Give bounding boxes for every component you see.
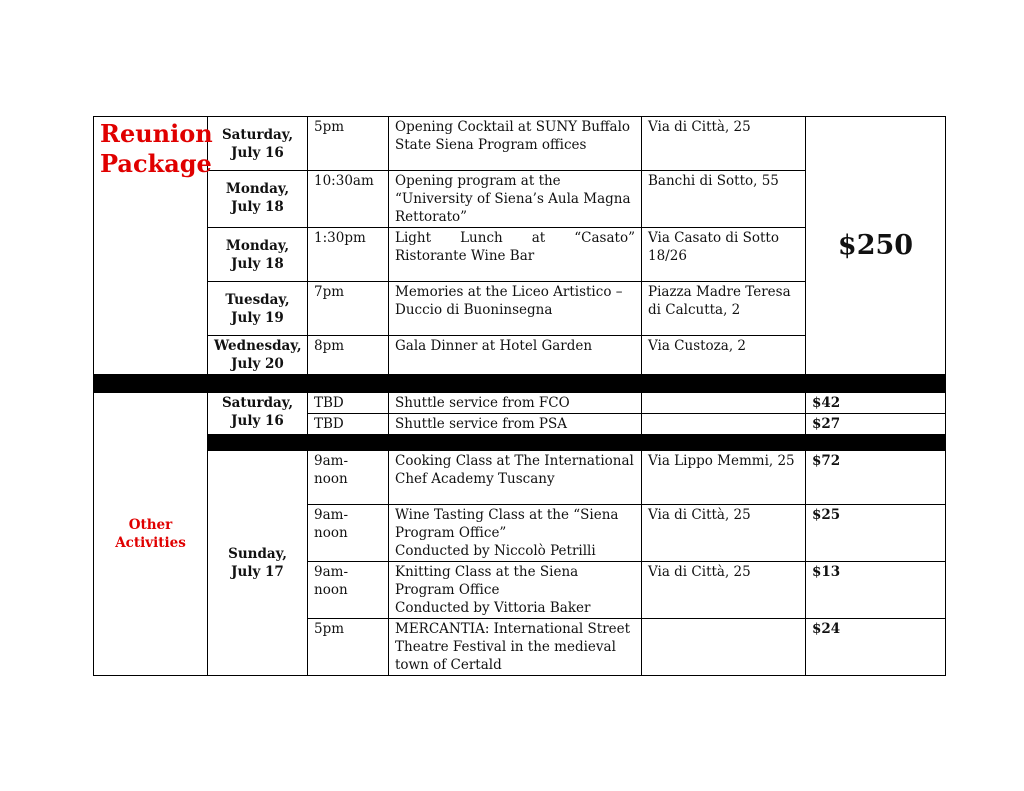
time-cell: TBD (308, 393, 389, 414)
day-cell (208, 336, 308, 375)
date-text: July 18 (231, 199, 284, 215)
event-text: MERCANTIA: International Street Theatre Festival in the medieval town of Certald (395, 621, 631, 673)
event-cell (389, 451, 642, 505)
other-activities-title (94, 393, 208, 676)
date-text: July 20 (231, 356, 284, 372)
event-cell: Gala Dinner at Hotel Garden (389, 336, 642, 375)
price-cell: $42 (806, 393, 946, 414)
location-cell: Via Custoza, 2 (642, 336, 806, 375)
location-cell: Via di Città, 25 (642, 505, 806, 562)
title-line: Activities (115, 535, 186, 551)
event-cell (389, 505, 642, 562)
day-text: Monday, (225, 181, 290, 197)
day-text: Saturday, (221, 127, 294, 143)
title-line: Reunion (100, 119, 213, 148)
day-cell (208, 282, 308, 336)
time-text: 9am- (314, 564, 349, 580)
location-cell (642, 619, 806, 676)
title-line: Package (100, 149, 212, 178)
day-cell (208, 393, 308, 435)
time-text: noon (314, 582, 348, 598)
time-cell: 1:30pm (308, 228, 389, 282)
date-text: July 16 (231, 145, 284, 161)
time-cell: 10:30am (308, 171, 389, 228)
location-cell: Piazza Madre Teresa di Calcutta, 2 (642, 282, 806, 336)
reunion-package-title (94, 117, 213, 375)
event-conductor: Conducted by Vittoria Baker (395, 600, 591, 616)
event-cell: Shuttle service from PSA (389, 414, 642, 435)
day-text: Sunday, (228, 546, 287, 562)
price-cell: $24 (806, 619, 946, 676)
event-cell: Opening Cocktail at SUNY Buffalo State Siena Program offices (389, 117, 642, 171)
table-row (94, 451, 946, 505)
time-cell: 8pm (308, 336, 389, 375)
day-text: Tuesday, (225, 292, 290, 308)
time-cell (308, 451, 389, 505)
location-cell: Via di Città, 25 (642, 562, 806, 619)
section-divider (94, 375, 946, 393)
price-cell: $72 (806, 451, 946, 505)
time-text: noon (314, 525, 348, 541)
time-text: 9am- (314, 453, 349, 469)
day-text: Saturday, (221, 395, 294, 411)
reunion-price: $250 (806, 117, 946, 375)
event-text: Cooking Class at The International Chef Academy Tuscany (395, 453, 634, 487)
location-cell (642, 414, 806, 435)
location-cell: Via Casato di Sotto 18/26 (642, 228, 806, 282)
event-conductor: Conducted by Niccolò Petrilli (395, 543, 596, 559)
time-cell (308, 562, 389, 619)
table-row (94, 117, 946, 171)
day-text: Monday, (225, 238, 290, 254)
date-text: July 19 (231, 310, 284, 326)
day-cell (208, 117, 308, 171)
time-cell: TBD (308, 414, 389, 435)
title-line: Other (128, 517, 173, 533)
event-cell: Shuttle service from FCO (389, 393, 642, 414)
divider-bar (208, 435, 946, 451)
event-text: Knitting Class at the Siena Program Office (395, 564, 579, 598)
price-cell: $25 (806, 505, 946, 562)
event-cell (389, 619, 642, 676)
price-cell: $27 (806, 414, 946, 435)
date-text: July 18 (231, 256, 284, 272)
day-cell (208, 228, 308, 282)
location-cell: Via Lippo Memmi, 25 (642, 451, 806, 505)
day-cell (208, 171, 308, 228)
date-text: July 17 (231, 564, 284, 580)
time-cell (308, 619, 389, 676)
event-cell: Opening program at the “University of Siena’s Aula Magna Rettorato” (389, 171, 642, 228)
time-cell: 7pm (308, 282, 389, 336)
time-text: 9am- (314, 507, 349, 523)
section-divider (94, 435, 946, 451)
schedule-table (93, 116, 946, 676)
divider-bar (94, 375, 946, 393)
event-cell: Light Lunch at “Casato” Ristorante Wine Bar (389, 228, 642, 282)
event-text: Wine Tasting Class at the “Siena Program Office” (395, 507, 619, 541)
location-cell: Via di Città, 25 (642, 117, 806, 171)
location-cell: Banchi di Sotto, 55 (642, 171, 806, 228)
time-cell (308, 505, 389, 562)
time-text: noon (314, 471, 348, 487)
table-row (94, 393, 946, 414)
day-cell (208, 451, 308, 676)
event-cell (389, 562, 642, 619)
location-cell (642, 393, 806, 414)
date-text: July 16 (231, 413, 284, 429)
price-cell: $13 (806, 562, 946, 619)
time-cell: 5pm (308, 117, 389, 171)
time-text: 5pm (314, 621, 345, 637)
day-text: Wednesday, (214, 338, 302, 354)
event-cell: Memories at the Liceo Artistico – Duccio di Buoninsegna (389, 282, 642, 336)
